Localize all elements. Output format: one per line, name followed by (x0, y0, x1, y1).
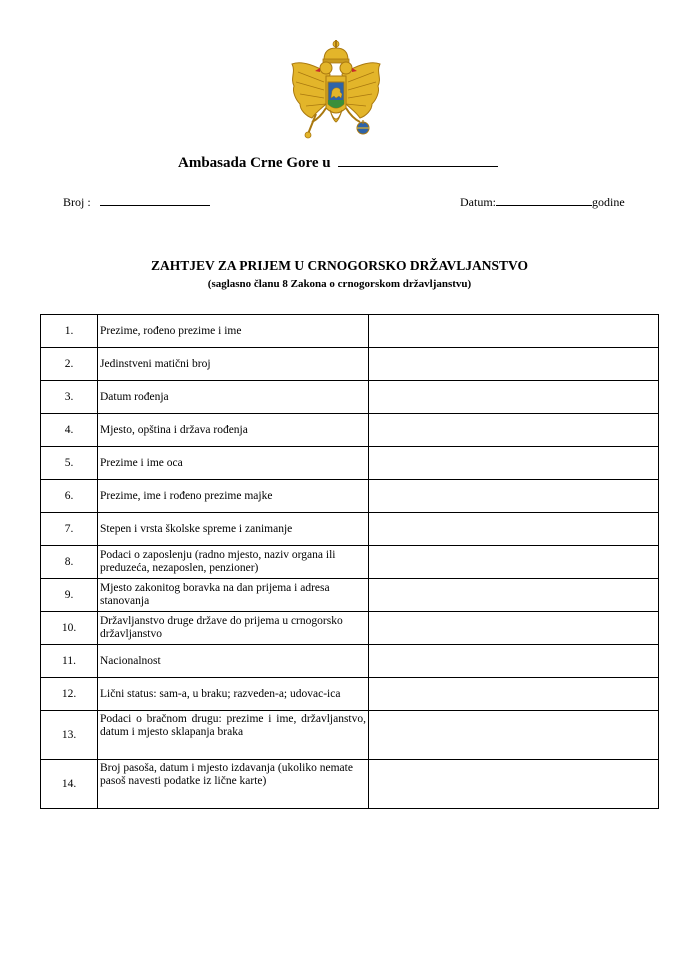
row-label: Prezime, rođeno prezime i ime (98, 315, 369, 348)
datum-blank[interactable] (496, 194, 592, 206)
row-number: 11. (41, 645, 98, 678)
table-row (41, 546, 659, 579)
row-value-field[interactable] (369, 760, 659, 809)
row-label: Prezime i ime oca (98, 447, 369, 480)
row-number: 9. (41, 579, 98, 612)
row-label: Broj pasoša, datum i mjesto izdavanja (ukoliko nemate pasoš navesti podatke iz lične karte) (98, 760, 369, 809)
row-value-field[interactable] (369, 348, 659, 381)
broj-line (63, 194, 210, 210)
godine-label: godine (592, 195, 625, 209)
table-row (41, 579, 659, 612)
row-value-field[interactable] (369, 315, 659, 348)
row-value-field[interactable] (369, 612, 659, 645)
form-subtitle: (saglasno članu 8 Zakona o crnogorskom državljanstvu) (207, 278, 472, 290)
row-number: 12. (41, 678, 98, 711)
table-row (41, 711, 659, 760)
row-number: 13. (41, 711, 98, 760)
table-row (41, 678, 659, 711)
row-value-field[interactable] (369, 480, 659, 513)
row-label: Prezime, ime i rođeno prezime majke (98, 480, 369, 513)
table-row (41, 645, 659, 678)
datum-line (460, 194, 625, 210)
table-row (41, 348, 659, 381)
row-number: 3. (41, 381, 98, 414)
table-row (41, 414, 659, 447)
application-table (40, 314, 659, 809)
row-value-field[interactable] (369, 546, 659, 579)
row-label: Mjesto, opština i država rođenja (98, 414, 369, 447)
row-value-field[interactable] (369, 678, 659, 711)
table-row (41, 480, 659, 513)
row-value-field[interactable] (369, 447, 659, 480)
row-number: 10. (41, 612, 98, 645)
row-number: 7. (41, 513, 98, 546)
row-label: Jedinstveni matični broj (98, 348, 369, 381)
row-label: Lični status: sam-a, u braku; razveden-a; udovac-ica (98, 678, 369, 711)
row-number: 6. (41, 480, 98, 513)
row-label: Nacionalnost (98, 645, 369, 678)
embassy-label: Ambasada Crne Gore u (178, 155, 331, 171)
row-label: Državljanstvo druge države do prijema u crnogorsko državljanstvo (98, 612, 369, 645)
table-row (41, 760, 659, 809)
row-value-field[interactable] (369, 414, 659, 447)
datum-label: Datum: (460, 195, 496, 209)
row-number: 8. (41, 546, 98, 579)
table-row (41, 381, 659, 414)
row-number: 1. (41, 315, 98, 348)
broj-blank[interactable] (100, 194, 210, 206)
table-row (41, 315, 659, 348)
row-label: Mjesto zakonitog boravka na dan prijema i adresa stanovanja (98, 579, 369, 612)
row-value-field[interactable] (369, 711, 659, 760)
embassy-line (178, 153, 498, 172)
broj-label: Broj : (63, 195, 91, 209)
row-label: Stepen i vrsta školske spreme i zanimanje (98, 513, 369, 546)
form-title: ZAHTJEV ZA PRIJEM U CRNOGORSKO DRŽAVLJANSTVO (151, 258, 528, 273)
row-value-field[interactable] (369, 381, 659, 414)
table-row (41, 612, 659, 645)
row-value-field[interactable] (369, 645, 659, 678)
embassy-city-blank[interactable] (338, 153, 498, 167)
row-number: 2. (41, 348, 98, 381)
row-number: 14. (41, 760, 98, 809)
row-number: 4. (41, 414, 98, 447)
row-value-field[interactable] (369, 513, 659, 546)
coat-of-arms-emblem (286, 38, 386, 146)
row-value-field[interactable] (369, 579, 659, 612)
row-label: Podaci o bračnom drugu: prezime i ime, državljanstvo, datum i mjesto sklapanja braka (98, 711, 369, 760)
row-number: 5. (41, 447, 98, 480)
crown-icon (323, 40, 349, 63)
row-label: Podaci o zaposlenju (radno mjesto, naziv organa ili preduzeća, nezaposlen, penzioner) (98, 546, 369, 579)
table-row (41, 513, 659, 546)
table-row (41, 447, 659, 480)
row-label: Datum rođenja (98, 381, 369, 414)
